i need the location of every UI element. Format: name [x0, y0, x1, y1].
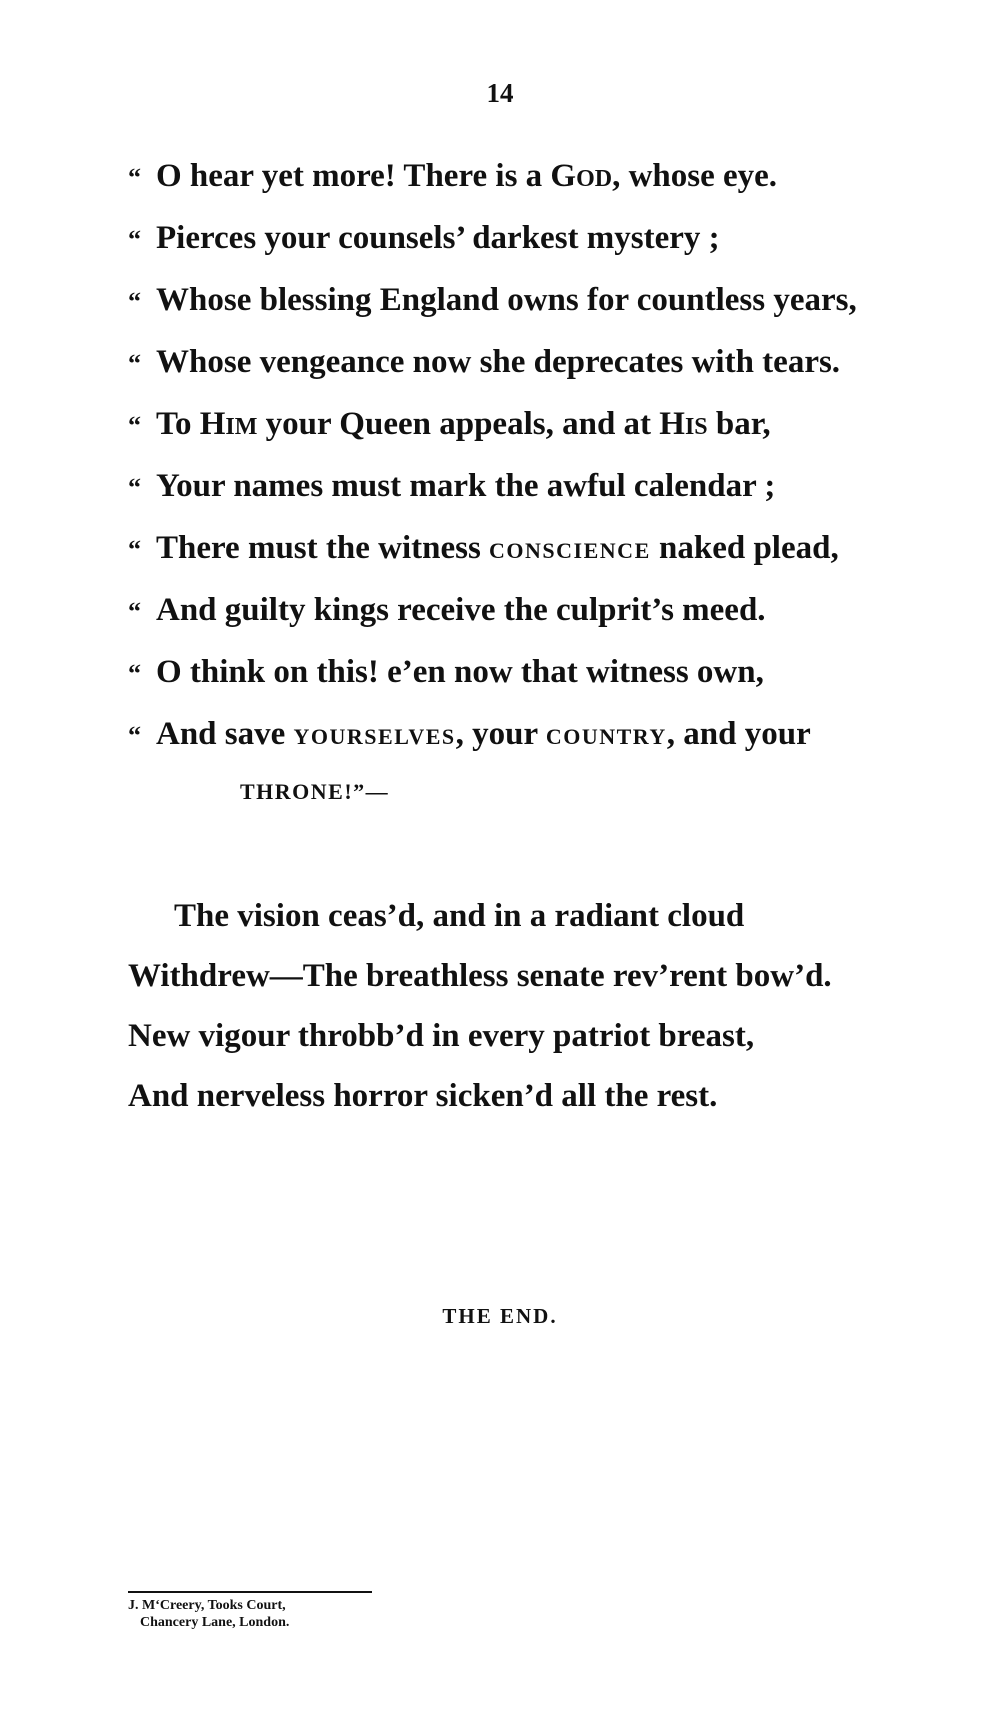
verse-line-3: [128, 269, 978, 331]
page-number: 14: [486, 78, 514, 108]
small-caps-word: COUNTRY: [545, 724, 667, 749]
verse-line-3: New vigour throbb’d in every patriot breast,: [128, 1018, 755, 1054]
text: Whose blessing England owns for countless years,: [156, 282, 857, 318]
printer-imprint: [128, 1591, 372, 1631]
quote-mark: “: [128, 535, 141, 564]
small-cap-word: IM: [225, 414, 258, 440]
text: bar,: [707, 406, 771, 442]
text: your Queen appeals, and at: [257, 406, 660, 442]
verse-line-7: [128, 517, 978, 579]
text: !”—: [344, 779, 390, 804]
small-cap-initial: H: [659, 406, 685, 442]
stanza-1: [128, 145, 978, 819]
verse-line-2: Withdrew—The breathless senate rev’rent bow’d.: [128, 958, 832, 994]
text: , and your: [666, 716, 811, 752]
text: And guilty kings receive the culprit’s meed.: [156, 592, 766, 628]
imprint-line-1: J. M‘Creery, Tooks Court,: [128, 1598, 286, 1613]
verse-line-8: [128, 579, 978, 641]
text: naked plead,: [650, 530, 839, 566]
verse-line-5: [128, 393, 978, 455]
small-cap-initial: H: [199, 406, 226, 442]
text: Pierces your counsels’ darkest mystery ;: [156, 220, 720, 256]
small-caps-word: CONSCIENCE: [489, 538, 651, 563]
verse-line-1: The vision ceas’d, and in a radiant cloud: [174, 898, 745, 934]
quote-mark: “: [128, 659, 141, 688]
text: , your: [455, 716, 546, 752]
stanza-2: [128, 886, 978, 1126]
quote-mark: “: [128, 225, 141, 254]
small-cap-word: IS: [684, 414, 708, 440]
small-cap-word: OD: [576, 166, 613, 192]
text: Your names must mark the awful calendar ;: [156, 468, 776, 504]
small-cap-initial: G: [550, 158, 577, 194]
verse-line-10: [128, 703, 978, 765]
text: O hear yet more! There is a: [156, 158, 551, 194]
quote-mark: “: [128, 163, 141, 192]
text: Whose vengeance now she deprecates with tears.: [156, 344, 841, 380]
verse-line-9: [128, 641, 978, 703]
quote-mark: “: [128, 721, 141, 750]
text: To: [156, 406, 200, 442]
verse-line-6: [128, 455, 978, 517]
text: There must the witness: [156, 530, 490, 566]
verse-line-1: [128, 145, 978, 207]
quote-mark: “: [128, 349, 141, 378]
small-caps-word: YOURSELVES: [293, 724, 456, 749]
text: O think on this! e’en now that witness own,: [156, 654, 764, 690]
verse-line-turnover: [128, 765, 978, 819]
quote-mark: “: [128, 287, 141, 316]
quote-mark: “: [128, 597, 141, 626]
text: And save: [156, 716, 294, 752]
small-caps-word: THRONE: [240, 779, 345, 804]
quote-mark: “: [128, 473, 141, 502]
verse-line-2: [128, 207, 978, 269]
verse-line-4: And nerveless horror sicken’d all the rest.: [128, 1078, 718, 1114]
verse-line-4: [128, 331, 978, 393]
imprint-line-2: Chancery Lane, London.: [140, 1615, 290, 1630]
quote-mark: “: [128, 411, 141, 440]
text: , whose eye.: [612, 158, 778, 194]
the-end: THE END.: [442, 1304, 558, 1328]
